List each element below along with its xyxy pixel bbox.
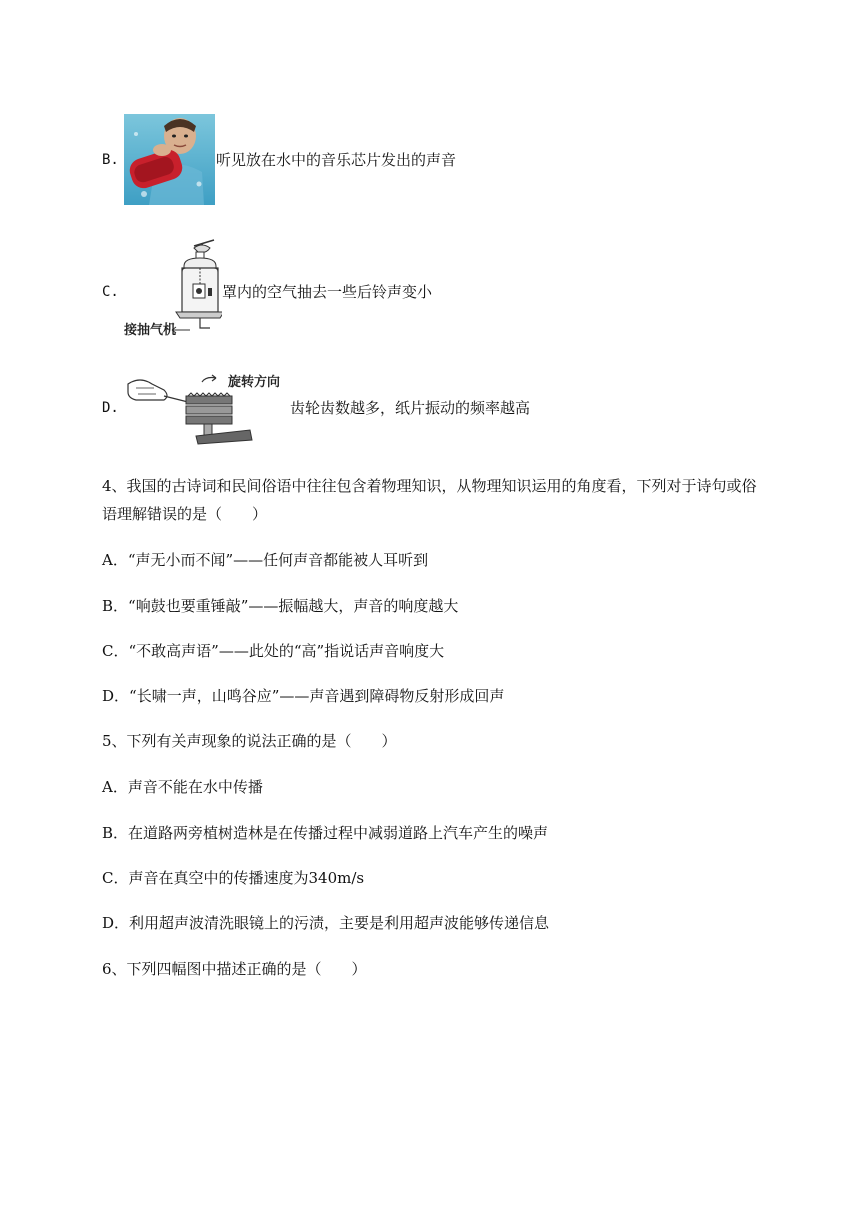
question-stem-line1: 4、我国的古诗词和民间俗语中往往包含着物理知识，从物理知识运用的角度看，下列对于诗句或俗 [102,477,757,495]
option-letter: B. [102,152,119,168]
option-letter: C. [102,284,119,300]
figure-label: 旋转方向 [228,375,281,390]
option-letter: D. [102,400,119,416]
figure-label: 接抽气机 [124,323,177,338]
underwater-speaker-photo [124,114,215,205]
option-d: D．“长啸一声，山鸣谷应”——声音遇到障碍物反射形成回声 [102,687,505,705]
option-c: C．“不敢高声语”——此处的“高”指说话声音响度大 [102,642,445,660]
question-stem: 5、下列有关声现象的说法正确的是（ ） [102,732,397,750]
option-text: 听见放在水中的音乐芯片发出的声音 [216,151,457,169]
option-b: B．“响鼓也要重锤敲”——振幅越大，声音的响度越大 [102,597,459,615]
gear-card-diagram [124,368,254,446]
option-b: B．在道路两旁植树造林是在传播过程中减弱道路上汽车产生的噪声 [102,824,549,842]
option-text: 齿轮齿数越多，纸片振动的频率越高 [290,399,531,417]
option-text: 罩内的空气抽去一些后铃声变小 [222,283,433,301]
question-stem: 6、下列四幅图中描述正确的是（ ） [102,960,367,978]
option-a: A．声音不能在水中传播 [102,778,263,796]
option-d: D．利用超声波清洗眼镜上的污渍，主要是利用超声波能够传递信息 [102,914,550,932]
option-c: C．声音在真空中的传播速度为340m/s [102,869,365,887]
question-stem-line2: 语理解错误的是（ ） [102,505,268,523]
option-a: A．“声无小而不闻”——任何声音都能被人耳听到 [102,551,429,569]
